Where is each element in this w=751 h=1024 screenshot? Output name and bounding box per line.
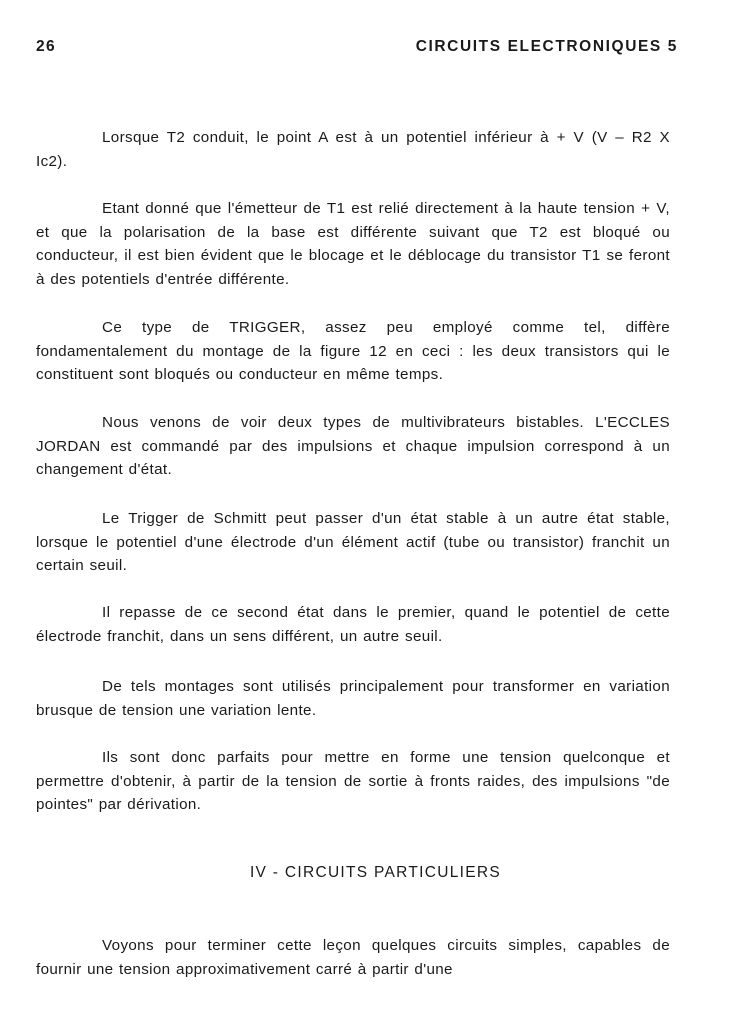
page-header xyxy=(36,38,678,60)
paragraph: Ce type de TRIGGER, assez peu employé comme tel, diffère fondamentalement du montage de la figure 12 en ceci : les deux transistors qui le constituent sont bloqués ou conducteur en même temps. xyxy=(36,319,670,384)
paragraph: Etant donné que l'émetteur de T1 est relié directement à la haute tension + V, et que la polarisation de la base est différente suivant que T2 est bloqué ou conducteur, il est bien évident que le blocage et le déblocage du transistor T1 se feront à des potentiels d'entrée différente. xyxy=(36,200,670,288)
section-heading: IV - CIRCUITS PARTICULIERS xyxy=(249,864,502,881)
paragraph: Nous venons de voir deux types de multivibrateurs bistables. L'ECCLES JORDAN est commandé par des impulsions et chaque impulsion correspond à un changement d'état. xyxy=(36,414,670,479)
paragraph: Ils sont donc parfaits pour mettre en forme une tension quelconque et permettre d'obtenir, à partir de la tension de sortie à fronts raides, des impulsions "de pointes" par dérivation. xyxy=(36,749,670,814)
page-number: 26 xyxy=(36,38,57,55)
paragraph: Voyons pour terminer cette leçon quelques circuits simples, capables de fournir une tension approximativement carré à partir d'une xyxy=(36,937,670,978)
running-title: CIRCUITS ELECTRONIQUES 5 xyxy=(415,38,678,55)
paragraph: Il repasse de ce second état dans le premier, quand le potentiel de cette électrode franchit, dans un sens différent, un autre seuil. xyxy=(36,604,670,645)
paragraph: Le Trigger de Schmitt peut passer d'un état stable à un autre état stable, lorsque le potentiel d'une électrode d'un élément actif (tube ou transistor) franchit un certain seuil. xyxy=(36,510,670,575)
paragraph: De tels montages sont utilisés principalement pour transformer en variation brusque de tension une variation lente. xyxy=(36,678,670,719)
paragraph: Lorsque T2 conduit, le point A est à un potentiel inférieur à + V (V – R2 X Ic2). xyxy=(36,129,670,170)
